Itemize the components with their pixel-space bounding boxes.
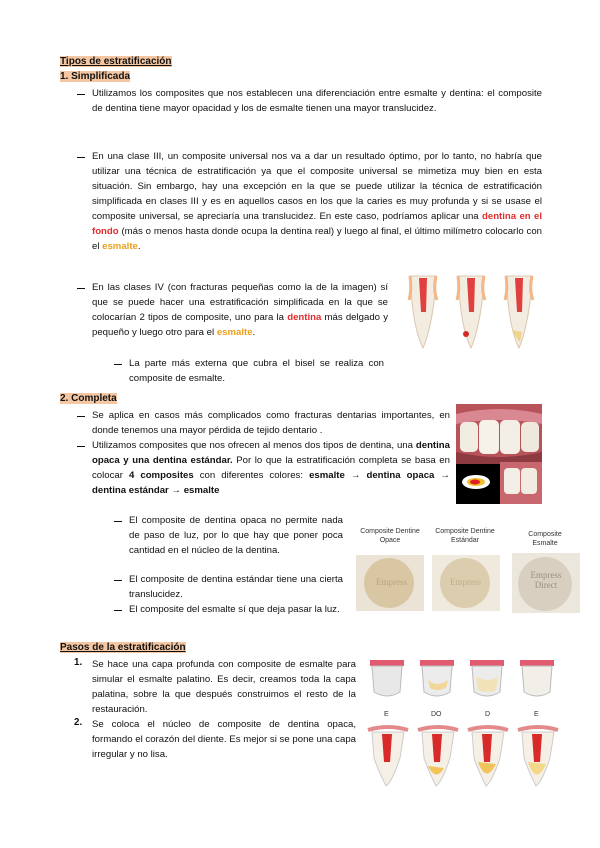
step-number-2: 2.: [74, 717, 83, 728]
step-2-text: Se coloca el núcleo de composite de dentina opaca, formando el corazón del diente. Es mejor si se pone una capa irregular y no lisa.: [92, 719, 356, 760]
sagittal-section-1: [368, 727, 408, 786]
text-run: Utilizamos composites que nos ofrecen al menos dos tipos de dentina, una: [92, 440, 416, 451]
disc-brand-text: Empress: [376, 577, 407, 587]
text-run: En una clase III, un composite universal nos va a dar un resultado óptimo, por lo tanto, no habría que utilizar una técnica de estratificación ya que el composite universal se mimetiza muy bien en esta situación. Sin embargo, hay una excepción en la que se puede utilizar la técnica de estratificación simplificada en clases III y es en aquellos casos en los que la caries es muy profunda y si se usase el composite universal, se apreciaría una translucidez. En este caso, podríamos aplicar una: [92, 151, 542, 222]
bullet-dash: [77, 288, 85, 289]
disc-brand-text: Empress: [450, 577, 481, 587]
paragraph-completa-sub-1: El composite de dentina opaca no permite nada de paso de luz, por lo que hay que poner poca cantidad en el núcleo de la dentina.: [129, 515, 343, 556]
bullet-dash: [77, 446, 85, 447]
bullet-dash: [114, 580, 122, 581]
disc-brand-text: Empress Direct: [530, 570, 562, 590]
text-run: más delgado y pequeño y luego otro para el: [92, 312, 388, 338]
layering-steps-figure: [364, 658, 564, 790]
highlight-esmalte: esmalte: [102, 241, 138, 252]
bullet-dash: [77, 157, 85, 158]
paragraph-simplificada-2: [92, 149, 542, 254]
bold-4-composites: 4 composites: [128, 470, 194, 481]
highlight-dentina-fondo: dentina en el fondo: [92, 211, 543, 237]
paragraph-simplificada-3: [92, 280, 388, 340]
subsection-title-simplificada: 1. Simplificada: [60, 71, 131, 82]
text-run: .: [137, 241, 141, 252]
subsection-title-completa: 2. Completa: [60, 393, 117, 404]
paragraph-completa-sub-3: El composite del esmalte sí que deja pasar la luz.: [129, 604, 340, 615]
composite-label-opaque: Composite Dentine Opace: [360, 528, 420, 544]
bold-dentina-types: dentina opaca y una dentina estándar.: [92, 440, 450, 466]
layer-step-d: [470, 660, 504, 696]
bullet-dash: [77, 94, 85, 95]
composite-disc-opaque-bg: [356, 555, 424, 611]
layer-letter-do: DO: [431, 711, 442, 718]
section-title-tipos: Tipos de estratificación: [60, 56, 172, 67]
sagittal-section-3: [468, 727, 508, 786]
layer-step-e1: [370, 660, 404, 696]
layer-step-e2: [520, 660, 554, 696]
text-run: Por lo que la estratificación completa se basa en colocar: [92, 455, 450, 481]
layer-letter-d: D: [485, 711, 491, 718]
section-title-pasos: Pasos de la estratificación: [60, 642, 186, 653]
text-run: .: [252, 327, 256, 338]
sagittal-section-2: [418, 727, 458, 786]
bullet-dash: [77, 416, 85, 417]
paragraph-completa-sub-2: El composite de dentina estándar tiene una cierta translucidez.: [129, 574, 343, 600]
text-run: (más o menos hasta donde ocupa la dentina real) y luego al final, el último milímetro colocarlo con el: [92, 226, 542, 252]
smile-photo: [456, 404, 542, 504]
highlight-esmalte: esmalte: [216, 327, 253, 338]
sagittal-section-4: [518, 727, 558, 786]
layer-letter-e: E: [534, 711, 539, 718]
layer-step-do: [420, 660, 454, 696]
composite-label-enamel: Composite Esmalte: [528, 531, 562, 547]
paragraph-completa-2: [92, 438, 450, 498]
bullet-dash: [114, 364, 122, 365]
bold-layer-order: esmalte → dentina opaca → dentina estándar → esmalte: [92, 470, 451, 496]
step-number-1: 1.: [74, 657, 83, 668]
paragraph-simplificada-1: Utilizamos los composites que nos establecen una diferenciación entre esmalte y dentina: el composite de dentina tiene mayor opacidad y los de esmalte tienen una mayor translucidez.: [92, 88, 542, 114]
bullet-dash: [114, 521, 122, 522]
composite-disc-enamel-bg: [512, 553, 580, 613]
highlight-dentina: dentina: [287, 312, 322, 323]
layer-letter-e: E: [384, 711, 389, 718]
text-run: con diferentes colores:: [193, 470, 310, 481]
class-iv-teeth-figure: [402, 272, 542, 352]
paragraph-simplificada-3-sub: La parte más externa que cubra el bisel se realiza con composite de esmalte.: [129, 358, 384, 384]
composite-label-standard: Composite Dentine Estándar: [435, 528, 495, 544]
composite-disc-standard-bg: [432, 555, 500, 611]
paragraph-completa-1: Se aplica en casos más complicados como fracturas dentarias importantes, en donde tenemos una mayor pérdida de tejido dentario .: [92, 410, 450, 436]
text-run: En las clases IV (con fracturas pequeñas como la de la imagen) sí que se puede hacer una estratificación simplificada en la que se colocarían 2 tipos de composite, uno para la: [92, 282, 388, 323]
step-1-text: Se hace una capa profunda con composite de esmalte para simular el esmalte palatino. Es decir, creamos toda la capa palatina, sobre la que después construimos el resto de la restauración.: [92, 659, 356, 715]
bullet-dash: [114, 610, 122, 611]
